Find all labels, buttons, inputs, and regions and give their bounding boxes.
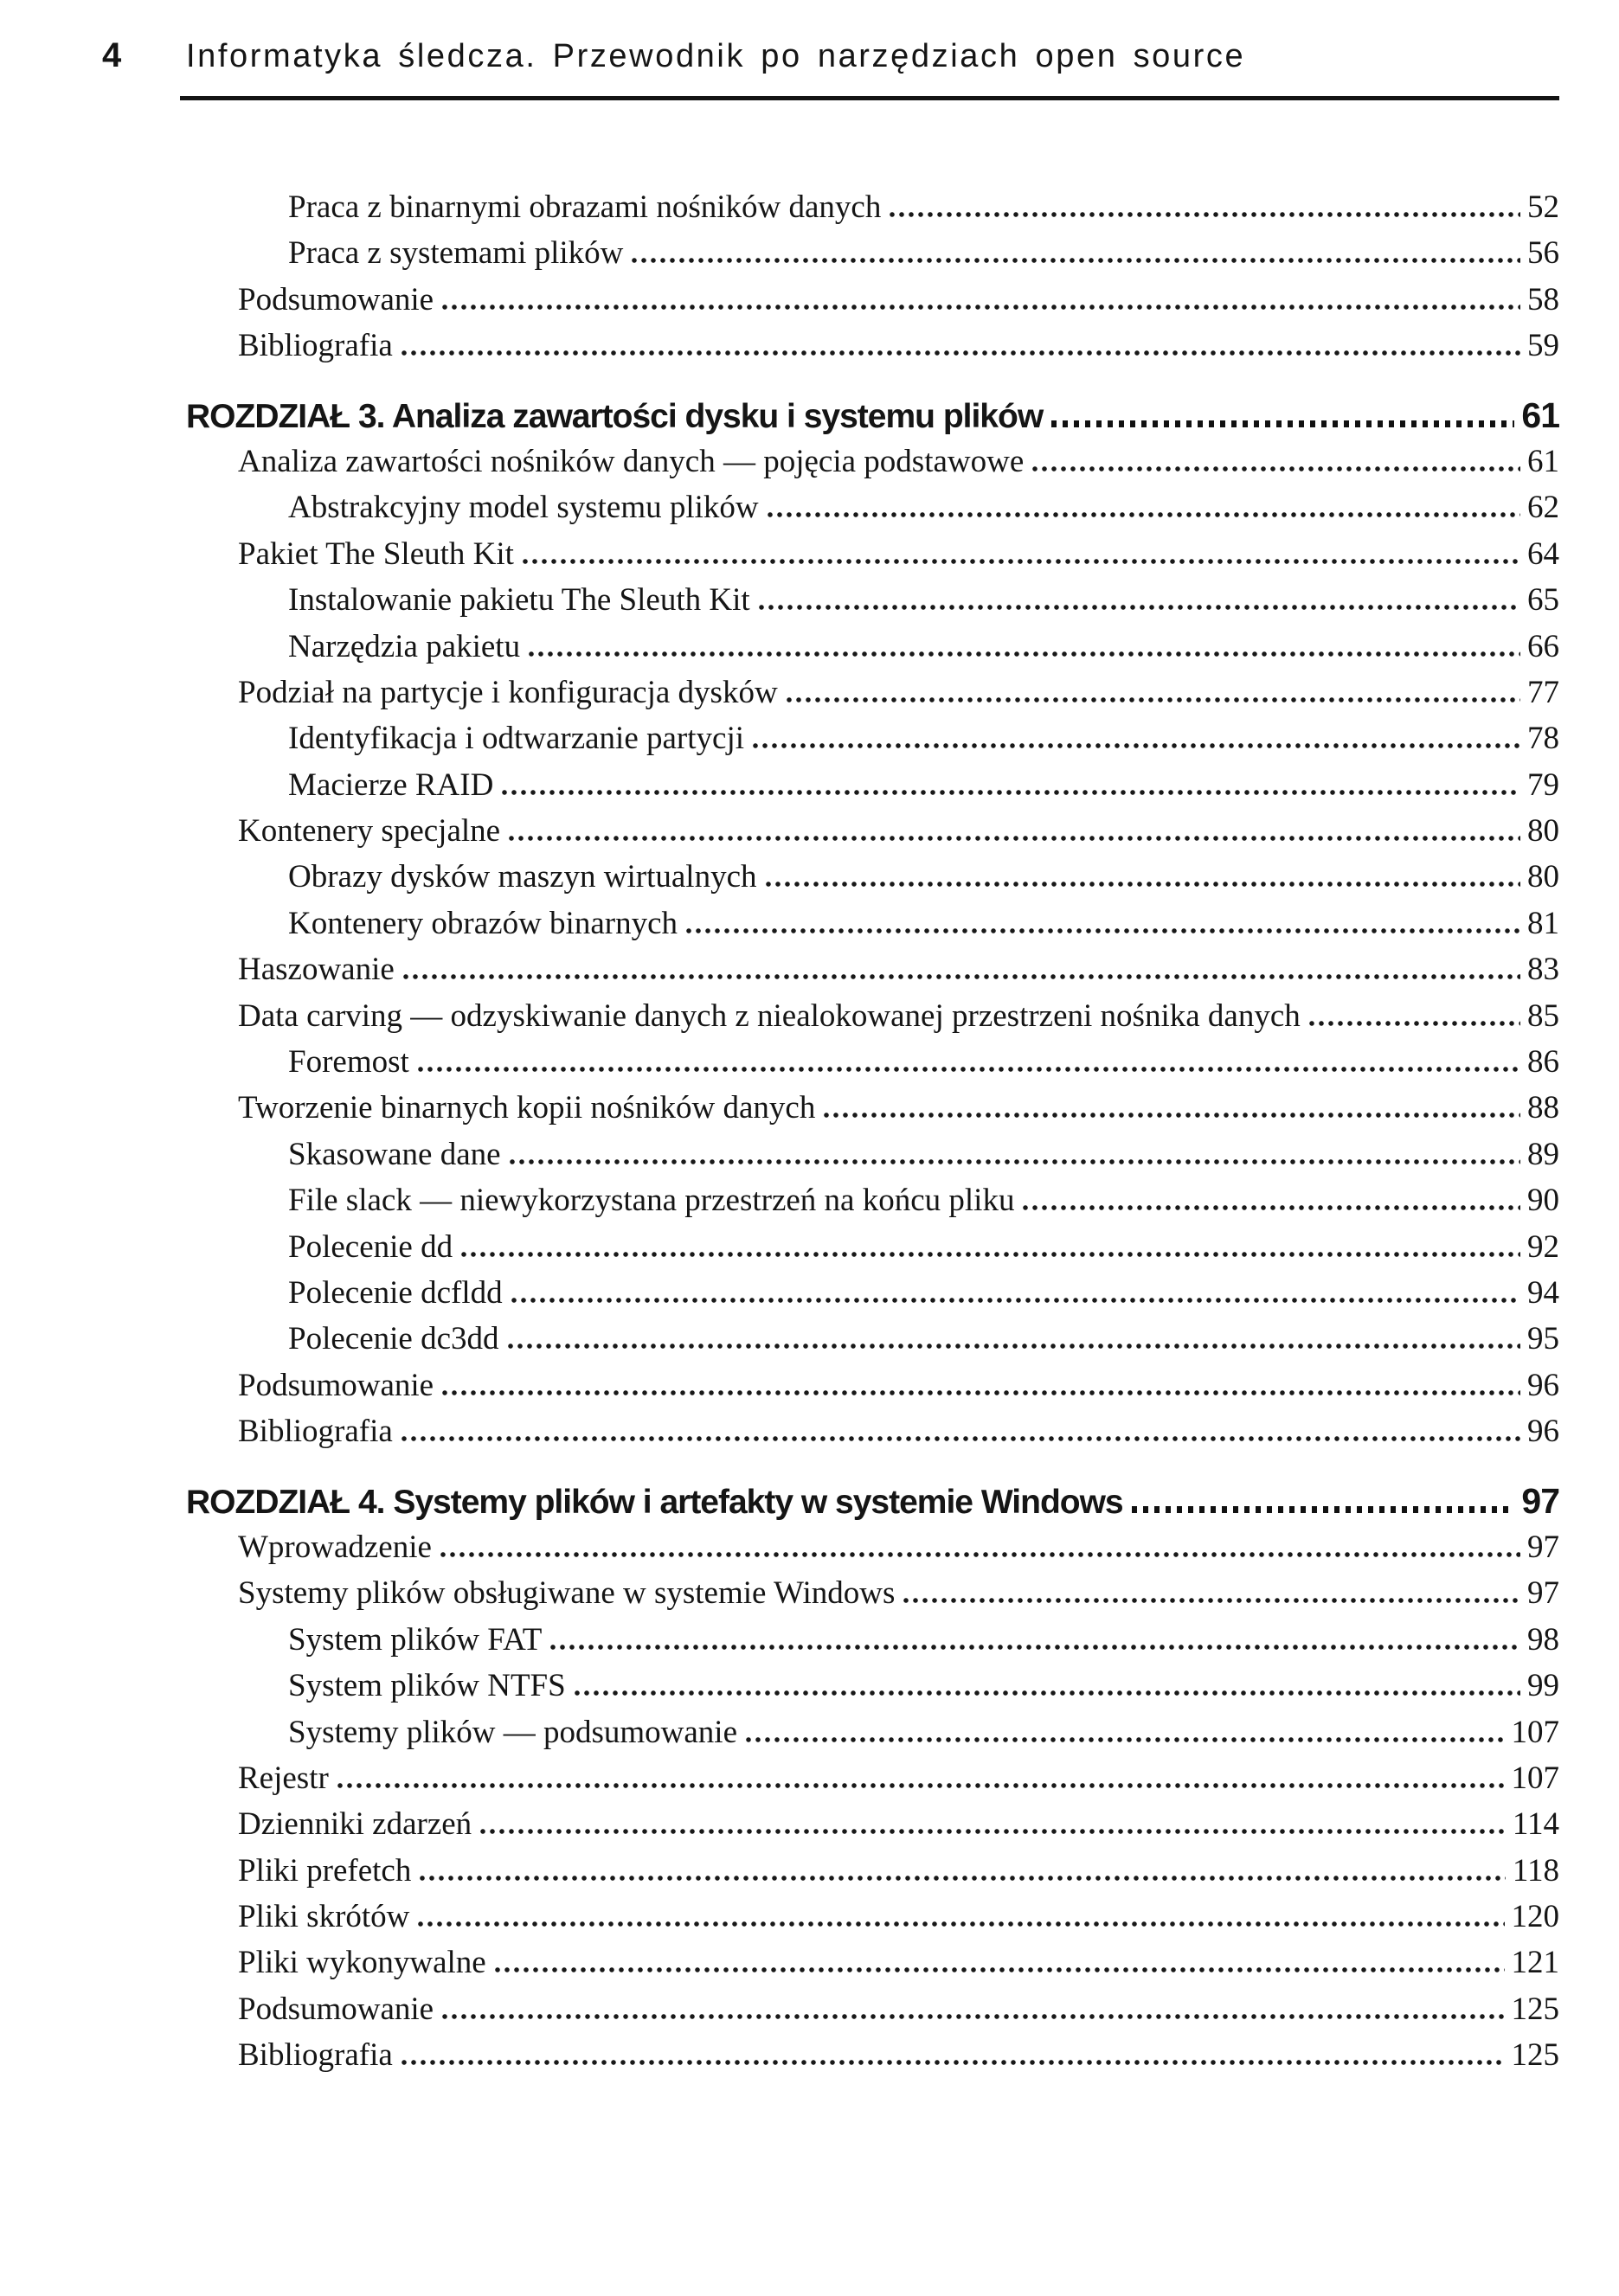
toc-entry-label: Foremost: [288, 1044, 409, 1081]
toc-entry-page-number: 98: [1527, 1621, 1559, 1658]
toc-leader-dots: [442, 2014, 1504, 2019]
toc-entry-label: Podsumowanie: [238, 281, 434, 317]
toc-entry-label: Pliki skrótów: [238, 1899, 410, 1935]
toc-entry-label: Podsumowanie: [238, 1367, 434, 1403]
toc-entry-label: ROZDZIAŁ 4. Systemy plików i artefakty w systemie Windows: [186, 1483, 1123, 1521]
toc-entry-page-number: 96: [1527, 1414, 1559, 1450]
toc-leader-dots: [461, 1252, 1520, 1257]
toc-entry: [186, 2032, 1559, 2078]
toc-section: [186, 1478, 1559, 2079]
toc-entry: [186, 1132, 1559, 1177]
toc-entry-page-number: 56: [1527, 235, 1559, 272]
running-head-title: Informatyka śledcza. Przewodnik po narzędziach open source: [186, 38, 1246, 74]
toc-entry: [186, 230, 1559, 276]
toc-entry-page-number: 97: [1527, 1529, 1559, 1565]
toc-entry: [186, 1570, 1559, 1616]
toc-entry: [186, 1524, 1559, 1570]
toc-entry-page-number: 114: [1512, 1806, 1559, 1843]
toc-entry-label: Macierze RAID: [288, 766, 494, 803]
toc-leader-dots: [768, 512, 1520, 517]
toc-entry: [186, 277, 1559, 323]
toc-entry-label: Haszowanie: [238, 952, 395, 988]
toc-entry-label: Polecenie dcfldd: [288, 1274, 503, 1311]
toc-entry-label: Tworzenie binarnych kopii nośników danych: [238, 1090, 816, 1126]
toc-entry-label: Polecenie dc3dd: [288, 1321, 499, 1357]
toc-entry: [186, 1755, 1559, 1801]
toc-entry-page-number: 78: [1527, 721, 1559, 757]
toc-entry: [186, 1848, 1559, 1894]
toc-entry-label: Bibliografia: [238, 1414, 393, 1450]
toc-entry: [186, 901, 1559, 946]
toc-entry: [186, 323, 1559, 369]
toc-entry-page-number: 81: [1527, 905, 1559, 941]
toc-entry-page-number: 92: [1527, 1228, 1559, 1265]
toc-entry-label: Podsumowanie: [238, 1991, 434, 2027]
toc-leader-dots: [746, 1737, 1504, 1742]
toc-entry-label: Kontenery specjalne: [238, 813, 501, 850]
page-header: [0, 0, 1619, 112]
toc-entry-label: System plików FAT: [288, 1621, 543, 1658]
toc-leader-dots: [766, 882, 1520, 887]
toc-entry-page-number: 79: [1527, 766, 1559, 803]
toc-entry-page-number: 85: [1527, 997, 1559, 1034]
toc-entry-label: Identyfikacja i odtwarzanie partycji: [288, 721, 744, 757]
toc-entry-page-number: 97: [1527, 1575, 1559, 1612]
toc-entry: [186, 531, 1559, 577]
toc-leader-dots: [1023, 1205, 1520, 1210]
toc-entry-label: Bibliografia: [238, 328, 393, 364]
toc-entry-label: File slack — niewykorzystana przestrzeń na końcu pliku: [288, 1183, 1015, 1219]
toc-leader-dots: [1051, 420, 1514, 427]
toc-entry: [186, 1039, 1559, 1085]
toc-entry-page-number: 125: [1511, 1991, 1559, 2027]
toc-leader-dots: [509, 836, 1520, 841]
toc-entry-page-number: 77: [1527, 674, 1559, 710]
table-of-contents: [186, 184, 1559, 2079]
toc-entry-label: Skasowane dane: [288, 1136, 501, 1172]
toc-entry-page-number: 88: [1527, 1090, 1559, 1126]
toc-entry-label: ROZDZIAŁ 3. Analiza zawartości dysku i systemu plików: [186, 397, 1044, 435]
toc-entry: [186, 808, 1559, 854]
toc-entry-page-number: 62: [1527, 490, 1559, 526]
toc-leader-dots: [529, 651, 1520, 657]
toc-entry: [186, 1940, 1559, 1985]
toc-entry-label: Analiza zawartości nośników danych — pojęcia podstawowe: [238, 443, 1025, 479]
toc-entry: [186, 184, 1559, 230]
toc-leader-dots: [440, 1552, 1520, 1557]
toc-leader-dots: [753, 743, 1520, 748]
toc-entry-page-number: 95: [1527, 1321, 1559, 1357]
toc-entry: [186, 715, 1559, 761]
toc-entry-page-number: 99: [1527, 1668, 1559, 1704]
toc-section: [186, 393, 1559, 1455]
toc-leader-dots: [824, 1113, 1520, 1118]
toc-entry-label: Narzędzia pakietu: [288, 628, 521, 664]
toc-leader-dots: [402, 350, 1520, 356]
toc-entry-page-number: 121: [1511, 1945, 1559, 1981]
toc-entry: [186, 624, 1559, 670]
toc-entry-label: Kontenery obrazów binarnych: [288, 905, 678, 941]
toc-entry-page-number: 64: [1527, 536, 1559, 572]
toc-leader-dots: [337, 1783, 1505, 1788]
header-rule: [180, 96, 1559, 100]
toc-entry-page-number: 59: [1527, 328, 1559, 364]
toc-entry-page-number: 90: [1527, 1183, 1559, 1219]
toc-entry: [186, 1663, 1559, 1709]
toc-entry: [186, 1270, 1559, 1316]
toc-entry-page-number: 52: [1527, 189, 1559, 225]
toc-entry: [186, 577, 1559, 623]
toc-leader-dots: [1132, 1506, 1515, 1513]
toc-entry: [186, 1316, 1559, 1362]
toc-entry: [186, 1617, 1559, 1663]
toc-entry-page-number: 80: [1527, 813, 1559, 850]
toc-entry-label: Wprowadzenie: [238, 1529, 432, 1565]
toc-chapter-heading: [186, 1478, 1559, 1524]
toc-leader-dots: [442, 305, 1520, 310]
folio-page-number: 4: [102, 36, 123, 74]
toc-entry-page-number: 97: [1521, 1480, 1559, 1521]
toc-entry-label: Pakiet The Sleuth Kit: [238, 536, 514, 572]
toc-entry-label: Obrazy dysków maszyn wirtualnych: [288, 859, 757, 895]
toc-entry-label: Pliki prefetch: [238, 1852, 412, 1889]
toc-entry-page-number: 66: [1527, 628, 1559, 664]
toc-entry: [186, 439, 1559, 484]
toc-leader-dots: [495, 1967, 1505, 1972]
toc-leader-dots: [502, 790, 1520, 795]
toc-leader-dots: [402, 1436, 1520, 1441]
toc-leader-dots: [759, 605, 1520, 610]
toc-entry-page-number: 61: [1527, 443, 1559, 479]
toc-leader-dots: [442, 1390, 1520, 1395]
toc-entry-label: Podział na partycje i konfiguracja dysków: [238, 674, 778, 710]
toc-chapter-heading: [186, 393, 1559, 439]
toc-entry-page-number: 107: [1511, 1760, 1559, 1796]
toc-leader-dots: [890, 212, 1520, 217]
toc-entry-label: Polecenie dd: [288, 1228, 453, 1265]
toc-entry-label: Instalowanie pakietu The Sleuth Kit: [288, 582, 750, 619]
toc-leader-dots: [418, 1921, 1504, 1927]
toc-entry-page-number: 65: [1527, 582, 1559, 619]
toc-entry: [186, 1801, 1559, 1847]
toc-entry-label: Praca z systemami plików: [288, 235, 624, 272]
toc-entry-label: Data carving — odzyskiwanie danych z niealokowanej przestrzeni nośnika danych: [238, 997, 1301, 1034]
toc-entry-page-number: 83: [1527, 952, 1559, 988]
toc-leader-dots: [480, 1829, 1506, 1834]
toc-entry: [186, 1363, 1559, 1408]
toc-entry-page-number: 118: [1512, 1852, 1559, 1889]
toc-entry: [186, 762, 1559, 808]
toc-entry-label: Bibliografia: [238, 2037, 393, 2074]
toc-leader-dots: [402, 2060, 1505, 2065]
toc-entry: [186, 1709, 1559, 1755]
toc-entry: [186, 946, 1559, 992]
toc-entry: [186, 1177, 1559, 1223]
toc-entry-label: Dzienniki zdarzeń: [238, 1806, 472, 1843]
toc-entry-page-number: 89: [1527, 1136, 1559, 1172]
toc-entry-label: Systemy plików — podsumowanie: [288, 1714, 738, 1750]
toc-entry-page-number: 58: [1527, 281, 1559, 317]
toc-entry-label: Pliki wykonywalne: [238, 1945, 486, 1981]
toc-entry-page-number: 86: [1527, 1044, 1559, 1081]
toc-entry: [186, 1085, 1559, 1131]
toc-entry: [186, 1408, 1559, 1454]
toc-entry-label: Abstrakcyjny model systemu plików: [288, 490, 759, 526]
toc-entry: [186, 993, 1559, 1039]
toc-entry-page-number: 96: [1527, 1367, 1559, 1403]
toc-entry-label: System plików NTFS: [288, 1668, 566, 1704]
toc-leader-dots: [418, 1067, 1520, 1072]
toc-leader-dots: [632, 258, 1520, 263]
toc-entry: [186, 1894, 1559, 1940]
toc-leader-dots: [903, 1598, 1520, 1603]
toc-entry-page-number: 125: [1511, 2037, 1559, 2074]
toc-entry-page-number: 61: [1521, 394, 1559, 435]
toc-leader-dots: [1309, 1021, 1520, 1026]
toc-entry-page-number: 120: [1511, 1899, 1559, 1935]
toc-leader-dots: [511, 1298, 1520, 1303]
toc-leader-dots: [550, 1645, 1520, 1650]
toc-leader-dots: [787, 697, 1520, 702]
toc-leader-dots: [420, 1876, 1506, 1881]
toc-leader-dots: [510, 1159, 1520, 1164]
toc-entry-label: Rejestr: [238, 1760, 329, 1796]
toc-leader-dots: [403, 974, 1520, 979]
toc-entry: [186, 670, 1559, 715]
toc-leader-dots: [1032, 466, 1520, 471]
toc-entry-label: Praca z binarnymi obrazami nośników danych: [288, 189, 882, 225]
toc-leader-dots: [508, 1344, 1521, 1349]
toc-entry-page-number: 80: [1527, 859, 1559, 895]
toc-leader-dots: [686, 928, 1520, 933]
toc-leader-dots: [523, 559, 1520, 564]
toc-entry: [186, 854, 1559, 900]
toc-entry: [186, 1224, 1559, 1270]
toc-entry-page-number: 94: [1527, 1274, 1559, 1311]
toc-entry: [186, 1986, 1559, 2032]
toc-leader-dots: [575, 1690, 1520, 1696]
toc-entry: [186, 484, 1559, 530]
toc-section: [186, 184, 1559, 369]
toc-entry-label: Systemy plików obsługiwane w systemie Windows: [238, 1575, 896, 1612]
toc-entry-page-number: 107: [1511, 1714, 1559, 1750]
